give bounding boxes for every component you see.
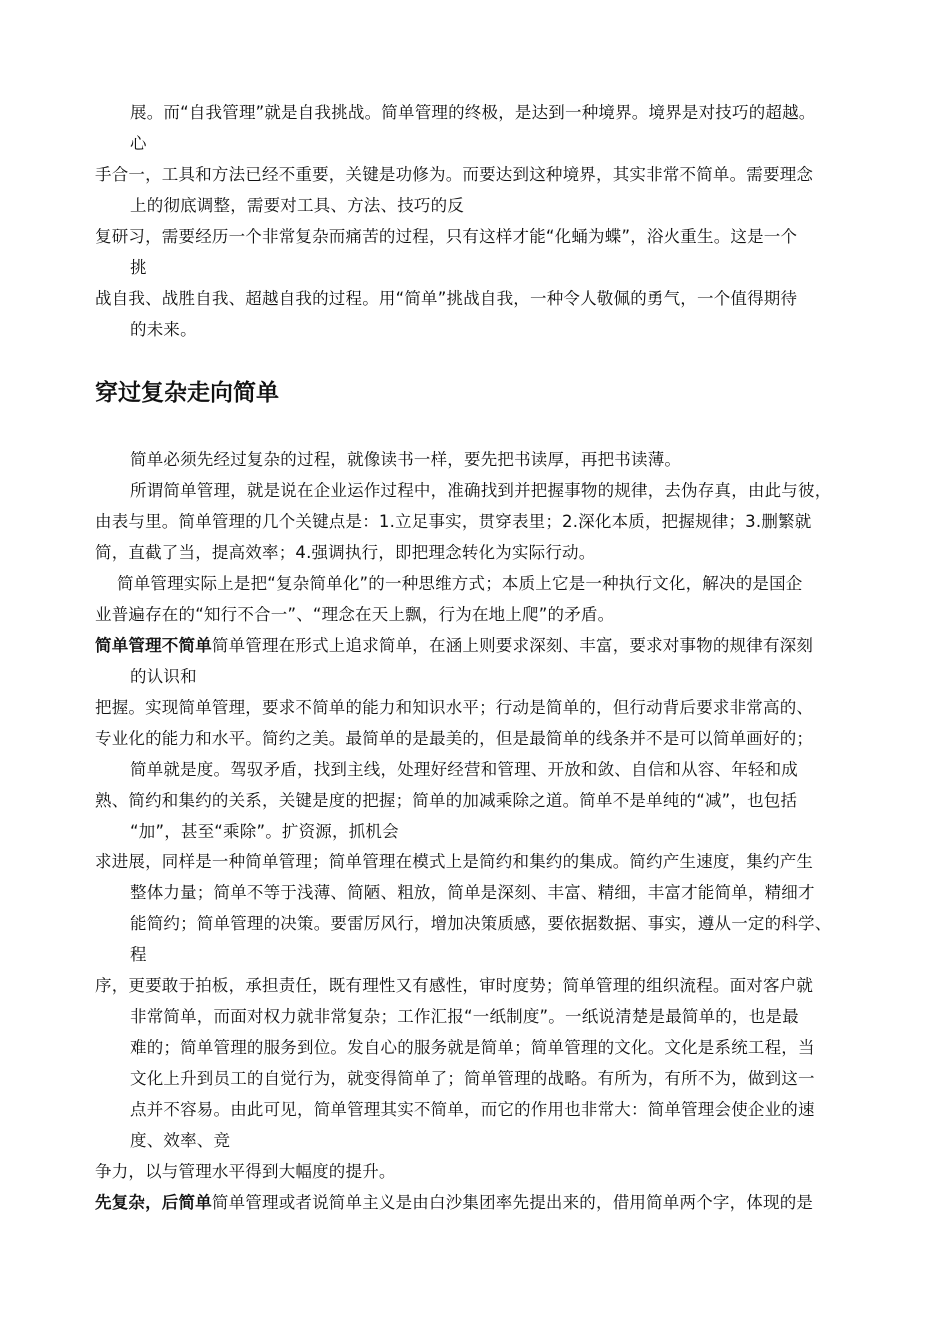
- paragraph-line: 程: [130, 945, 147, 964]
- paragraph-line: 简单就是度。驾驭矛盾，找到主线，处理好经营和管理、开放和敛、自信和从容、年轻和成: [130, 760, 798, 779]
- paragraph-line: 把握。实现简单管理，要求不简单的能力和知识水平；行动是简单的，但行动背后要求非常高的、: [95, 698, 814, 717]
- paragraph-line: 简单必须先经过复杂的过程，就像读书一样，要先把书读厚，再把书读薄。: [130, 450, 682, 469]
- paragraph-line: 整体力量；简单不等于浅薄、简陋、粗放，简单是深刻、丰富、精细，丰富才能简单，精细才: [130, 883, 815, 902]
- bold-lead-text: 简单管理不简单: [95, 636, 212, 655]
- paragraph-line: 度、效率、竞: [130, 1131, 231, 1150]
- paragraph-text: 简单管理或者说简单主义是由白沙集团率先提出来的，借用简单两个字，体现的是: [211, 1193, 814, 1212]
- paragraph-line: 挑: [130, 258, 147, 277]
- paragraph-line: 业普遍存在的“知行不合一”、“理念在天上飘，行为在地上爬”的矛盾。: [95, 605, 615, 624]
- paragraph-line: 所谓简单管理，就是说在企业运作过程中，准确找到并把握事物的规律，去伪存真，由此与彼，: [130, 481, 832, 500]
- paragraph-line: “加”，甚至“乘除”。扩资源，抓机会: [130, 822, 399, 841]
- paragraph-line: [95, 1192, 813, 1214]
- paragraph-line: 难的；简单管理的服务到位。发自心的服务就是简单；简单管理的文化。文化是系统工程，当: [130, 1038, 815, 1057]
- paragraph-line: 心: [130, 134, 147, 153]
- paragraph-line: 复研习，需要经历一个非常复杂而痛苦的过程，只有这样才能“化蛹为蝶”，浴火重生。这是一个: [95, 227, 798, 246]
- paragraph-line: 手合一，工具和方法已经不重要，关键是功修为。而要达到这种境界，其实非常不简单。需要理念: [95, 165, 814, 184]
- paragraph-text: 简单管理在形式上追求简单，在涵上则要求深刻、丰富，要求对事物的规律有深刻: [211, 636, 814, 655]
- paragraph-line: 能简约；简单管理的决策。要雷厉风行，增加决策质感，要依据数据、事实，遵从一定的科学、: [130, 914, 832, 933]
- paragraph-line: 的未来。: [130, 320, 197, 339]
- paragraph-line: 简单管理实际上是把“复杂简单化”的一种思维方式；本质上它是一种执行文化，解决的是国企: [117, 574, 803, 593]
- paragraph-line: [95, 635, 813, 657]
- paragraph-line: 的认识和: [130, 667, 197, 686]
- paragraph-line: 熟、简约和集约的关系，关键是度的把握；简单的加减乘除之道。简单不是单纯的“减”，也包括: [95, 791, 798, 810]
- paragraph-line: 上的彻底调整，需要对工具、方法、技巧的反: [130, 196, 464, 215]
- paragraph-line: 展。而“自我管理”就是自我挑战。简单管理的终极，是达到一种境界。境界是对技巧的超越。: [130, 103, 816, 122]
- bold-lead-text: 先复杂，后简单: [95, 1193, 212, 1212]
- paragraph-line: 非常简单，而面对权力就非常复杂；工作汇报“一纸制度”。一纸说清楚是最简单的，也是最: [130, 1007, 799, 1026]
- paragraph-line: 文化上升到员工的自觉行为，就变得简单了；简单管理的战略。有所为，有所不为，做到这一: [130, 1069, 815, 1088]
- paragraph-line: 简，直截了当，提高效率；4.强调执行，即把理念转化为实际行动。: [95, 543, 596, 562]
- paragraph-line: 点并不容易。由此可见，简单管理其实不简单，而它的作用也非常大：简单管理会使企业的速: [130, 1100, 815, 1119]
- paragraph-line: 求进展，同样是一种简单管理；简单管理在模式上是简约和集约的集成。简约产生速度，集约产生: [95, 852, 814, 871]
- paragraph-line: 争力，以与管理水平得到大幅度的提升。: [95, 1162, 396, 1181]
- paragraph-line: 序，更要敢于拍板，承担责任，既有理性又有感性，审时度势；简单管理的组织流程。面对客户就: [95, 976, 814, 995]
- section-heading: 穿过复杂走向简单: [95, 380, 279, 406]
- paragraph-line: 由表与里。简单管理的几个关键点是：1.立足事实，贯穿表里；2.深化本质，把握规律；3.删繁就: [95, 512, 812, 531]
- paragraph-line: 专业化的能力和水平。简约之美。最简单的是最美的，但是最简单的线条并不是可以简单画好的；: [95, 729, 814, 748]
- paragraph-line: 战自我、战胜自我、超越自我的过程。用“简单”挑战自我，一种令人敬佩的勇气，一个值得期待: [95, 289, 798, 308]
